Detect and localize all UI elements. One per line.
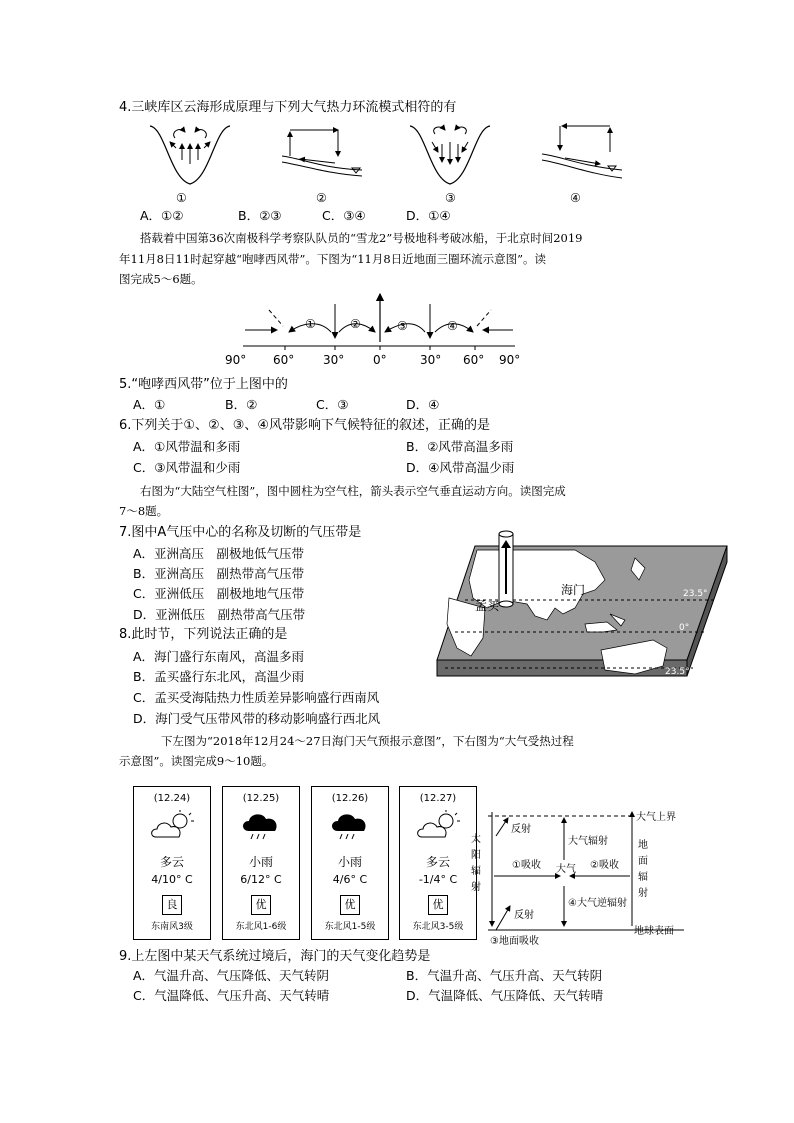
counter-radiation-label: ④大气逆辐射 <box>568 898 627 909</box>
reflect-label-1: 反射 <box>511 824 531 835</box>
reflect-label-2: 反射 <box>514 910 534 921</box>
q9-option-c[interactable]: C．气温降低、气压升高、天气转晴 <box>133 988 330 1003</box>
forecast-day-1 <box>133 786 211 940</box>
lat-label-60n: 60° <box>463 353 485 367</box>
intro78-line1: 右图为“大陆空气柱图”，图中圆柱为空气柱，箭头表示空气垂直运动方向。读图完成 <box>140 484 566 498</box>
forecast-aqi: 良 <box>162 895 182 915</box>
forecast-temp: 6/12° C <box>240 873 282 886</box>
atmosphere-label: 大气 <box>556 864 576 875</box>
q5-option-b[interactable]: B．② <box>225 397 258 412</box>
forecast-date: (12.25) <box>242 793 280 804</box>
lat-label-30n: 30° <box>420 353 442 367</box>
forecast-condition: 小雨 <box>248 855 273 869</box>
forecast-condition: 小雨 <box>337 855 362 869</box>
forecast-date: (12.24) <box>153 793 191 804</box>
q6-option-a[interactable]: A．①风带温和多雨 <box>133 439 241 454</box>
solar-radiation-label: 太阳辐射 <box>471 834 481 893</box>
q6-stem: 6.下列关于①、②、③、④风带影响下气候特征的叙述，正确的是 <box>119 418 491 433</box>
q6-option-b[interactable]: B．②风带高温多雨 <box>406 439 514 454</box>
fig-label-2: ② <box>316 191 327 205</box>
q9-stem: 9.上左图中某天气系统过境后，海门的天气变化趋势是 <box>119 949 431 964</box>
heat-top-label: 大气上界 <box>636 812 676 823</box>
forecast-wind: 东北风3-5级 <box>412 922 464 932</box>
lat-label-60s: 60° <box>273 353 295 367</box>
forecast-condition: 多云 <box>159 855 184 869</box>
q5-option-d[interactable]: D．④ <box>406 397 440 412</box>
q4-option-c[interactable]: C．③④ <box>322 208 366 223</box>
lat-label-90s: 90° <box>225 353 247 367</box>
haimen-label: 海门 <box>561 583 586 597</box>
lat-equator-label: 0° <box>679 623 690 633</box>
intro78-line2: 7～8题。 <box>119 504 169 518</box>
forecast-temp: -1/4° C <box>418 873 458 886</box>
q7-option-b[interactable]: B．亚洲高压 副热带高气压带 <box>133 566 305 581</box>
intro56-line1: 搭载着中国第36次南极科学考察队队员的“雪龙2”号极地科考破冰船，于北京时间2019 <box>140 231 583 245</box>
forecast-day-2 <box>222 786 300 940</box>
q4-option-a[interactable]: A．①② <box>140 208 184 223</box>
valley-figure-2 <box>282 128 362 176</box>
absorb-label-1: ①吸收 <box>512 860 541 871</box>
q6-option-c[interactable]: C．③风带温和少雨 <box>133 460 241 475</box>
q4-option-d[interactable]: D．①④ <box>406 208 451 223</box>
absorb-label-2: ②吸收 <box>590 860 619 871</box>
heat-bottom-label: 地球表面 <box>634 926 674 937</box>
q9-option-b[interactable]: B．气温升高、气压升高、天气转阴 <box>406 968 603 983</box>
rain-cloud-icon <box>237 809 285 843</box>
q7-option-c[interactable]: C．亚洲低压 副极地地气压带 <box>133 586 305 601</box>
q5-option-c[interactable]: C．③ <box>316 397 349 412</box>
forecast-date: (12.27) <box>419 793 457 804</box>
fig-label-1: ① <box>176 191 187 205</box>
intro910-line1: 下左图为“2018年12月24～27日海门天气预报示意图”，下右图为“大气受热过程 <box>161 734 574 748</box>
lat-label-30s: 30° <box>323 353 345 367</box>
forecast-aqi: 优 <box>251 895 271 915</box>
q8-option-c[interactable]: C．孟买受海陆热力性质差异影响盛行西南风 <box>133 690 380 705</box>
cloud-sun-icon <box>148 809 196 843</box>
atm-radiation-label: 大气辐射 <box>568 836 608 847</box>
lat-north-label: 23.5° <box>683 589 708 599</box>
forecast-date: (12.26) <box>331 793 369 804</box>
q7-option-d[interactable]: D．亚洲低压 副热带高气压带 <box>133 607 306 622</box>
forecast-day-4 <box>399 786 477 940</box>
q8-option-d[interactable]: D．海门受气压带风带的移动影响盛行西北风 <box>133 711 381 726</box>
belt-label-1: ① <box>305 317 316 331</box>
q5-option-a[interactable]: A．① <box>133 397 166 412</box>
circulation-diagram <box>225 288 535 370</box>
intro56-line3: 图完成5～6题。 <box>119 272 203 286</box>
forecast-wind: 东北风1-6级 <box>235 922 287 932</box>
q4-option-b[interactable]: B．②③ <box>238 208 282 223</box>
q8-option-b[interactable]: B．孟买盛行东北风，高温少雨 <box>133 669 305 684</box>
mengmai-label: 孟买 <box>475 599 500 613</box>
q8-option-a[interactable]: A．海门盛行东南风，高温多雨 <box>133 649 305 664</box>
ground-absorb-label: ③地面吸收 <box>490 936 539 947</box>
belt-label-2: ② <box>350 317 361 331</box>
intro56-line2: 年11月8日11时起穿越“咆哮西风带”。下图为“11月8日近地面三圈环流示意图”。读 <box>119 252 547 266</box>
valley-figure-1 <box>150 126 230 184</box>
q4-circulation-figures <box>140 118 660 204</box>
q8-stem: 8.此时节，下列说法正确的是 <box>119 627 288 642</box>
lat-south-label: 23.5° <box>665 667 690 677</box>
rain-cloud-icon <box>326 809 374 843</box>
belt-label-4: ④ <box>447 319 458 333</box>
q5-stem: 5.“咆哮西风带”位于上图中的 <box>119 377 288 392</box>
forecast-wind: 东南风3级 <box>151 922 193 932</box>
lat-label-90n: 90° <box>499 353 521 367</box>
forecast-condition: 多云 <box>425 855 450 869</box>
q7-stem: 7.图中A气压中心的名称及切断的气压带是 <box>119 525 362 540</box>
q6-option-d[interactable]: D．④风带高温少雨 <box>406 460 515 475</box>
heat-process-diagram <box>484 806 690 952</box>
q7-option-a[interactable]: A．亚洲高压 副极地低气压带 <box>133 546 305 561</box>
forecast-day-3 <box>311 786 389 940</box>
valley-figure-4 <box>542 126 622 178</box>
intro910-line2: 示意图”。读图完成9～10题。 <box>119 754 274 768</box>
forecast-temp: 4/6° C <box>332 873 368 886</box>
forecast-aqi: 优 <box>340 895 360 915</box>
ground-radiation-label: 地面辐射 <box>638 840 648 899</box>
valley-figure-3 <box>410 126 490 184</box>
forecast-temp: 4/10° C <box>151 873 193 886</box>
cloud-sun-icon <box>414 809 462 843</box>
q9-option-a[interactable]: A．气温升高、气压降低、天气转阴 <box>133 968 330 983</box>
forecast-wind: 东北风1-5级 <box>324 922 376 932</box>
fig-label-4: ④ <box>570 191 581 205</box>
q4-stem: 4.三峡库区云海形成原理与下列大气热力环流模式相符的有 <box>119 100 457 115</box>
q9-option-d[interactable]: D．气温降低、气压降低、天气转晴 <box>406 988 604 1003</box>
air-column-map <box>435 528 730 700</box>
belt-label-3: ③ <box>397 319 408 333</box>
fig-label-3: ③ <box>445 191 456 205</box>
lat-label-0: 0° <box>373 353 387 367</box>
forecast-aqi: 优 <box>428 895 448 915</box>
